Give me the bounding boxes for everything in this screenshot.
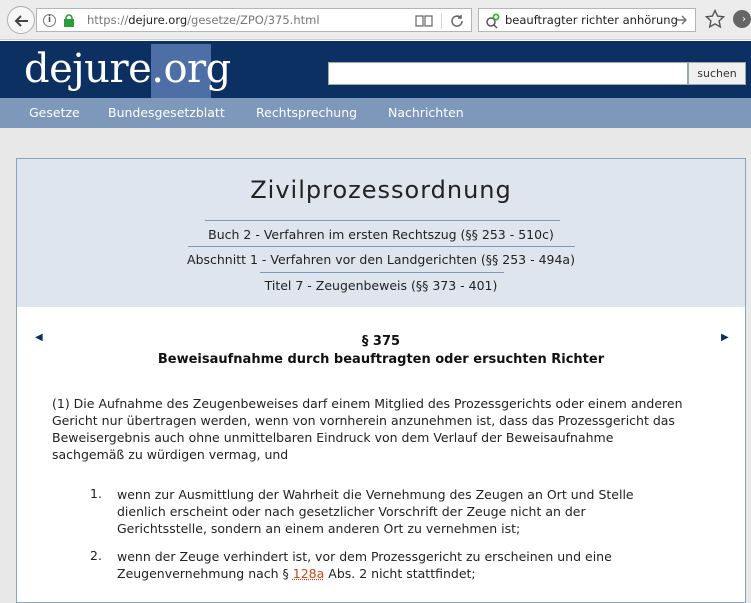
paragraph-line: sachgemäß zu würdigen vermag, und (52, 447, 289, 462)
url-separator (441, 13, 442, 29)
list-line: dienlich erscheint oder nach gesetzlicher Vorschrift der Zeuge nicht an der (117, 504, 586, 519)
breadcrumb-title[interactable]: Titel 7 - Zeugenbeweis (§§ 373 - 401) (264, 278, 498, 293)
browser-search-bar[interactable] (478, 8, 696, 32)
list-line-text: Zeugenvernehmung nach § (117, 566, 293, 581)
nav-item-nachrichten[interactable]: Nachrichten (388, 105, 464, 120)
browser-search-value[interactable]: beauftragter richter anhörung (505, 13, 678, 27)
main-nav (0, 98, 751, 128)
list-line (117, 565, 717, 582)
paragraph-heading: Beweisaufnahme durch beauftragten oder ersuchten Richter (157, 352, 605, 367)
list-number-2: 2. (90, 548, 102, 563)
divider (188, 246, 575, 247)
search-go-icon[interactable] (675, 13, 689, 27)
site-logo[interactable] (24, 44, 231, 97)
url-text: https://dejure.org/gesetze/ZPO/375.html (87, 13, 320, 27)
logo-text-right: org (163, 46, 231, 92)
list-number-1: 1. (90, 486, 102, 501)
nav-item-bundesgesetzblatt[interactable]: Bundesgesetzblatt (108, 105, 225, 120)
list-item-1 (117, 486, 717, 537)
divider (205, 220, 560, 221)
list-line: wenn zur Ausmittlung der Wahrheit die Vernehmung des Zeugen an Ort und Stelle (117, 487, 634, 502)
nav-item-rechtsprechung[interactable]: Rechtsprechung (256, 105, 358, 120)
address-bar[interactable] (36, 8, 472, 32)
paragraph-line: (1) Die Aufnahme des Zeugenbeweises darf einem Mitglied des Prozessgerichts oder einem anderen (52, 396, 683, 411)
paragraph-line: Beweisergebnis auch ohne unmittelbaren Eindruck von dem Verlauf der Beweisaufnahme (52, 430, 614, 445)
nav-item-gesetze[interactable]: Gesetze (29, 105, 80, 120)
previous-paragraph-icon[interactable]: ◀ (35, 332, 43, 343)
info-icon[interactable]: i (43, 14, 56, 27)
paragraph-number: § 375 (361, 334, 401, 349)
breadcrumb-section[interactable]: Abschnitt 1 - Verfahren vor den Landgerichten (§§ 253 - 494a) (187, 252, 575, 267)
law-header (17, 159, 745, 307)
breadcrumb-book[interactable]: Buch 2 - Verfahren im ersten Rechtszug (§§ 253 - 510c) (208, 227, 554, 242)
site-search-button[interactable]: suchen (688, 62, 746, 85)
law-title[interactable]: Zivilprozessordnung (250, 176, 512, 204)
reader-view-icon[interactable] (415, 14, 433, 28)
back-arrow-icon (14, 13, 30, 29)
site-header (0, 41, 751, 98)
list-line: Gerichtsstelle, sondern an einem anderen Ort zu vernehmen ist; (117, 521, 521, 536)
reload-icon[interactable] (449, 13, 465, 29)
paragraph-text-1 (52, 395, 727, 463)
divider (260, 272, 504, 273)
law-reference-link[interactable]: 128a (292, 566, 325, 581)
site-search-input[interactable] (328, 62, 688, 85)
list-line-text: Abs. 2 nicht stattfindet; (324, 566, 476, 581)
search-engine-icon[interactable] (485, 13, 501, 29)
back-button[interactable] (7, 6, 35, 34)
paragraph-line: Gericht nur übertragen werden, wenn von vornherein anzunehmen ist, dass das Prozessgericht das (52, 413, 675, 428)
menu-icon[interactable]: › (733, 10, 751, 28)
law-content-card (16, 158, 746, 603)
lock-icon (63, 14, 75, 27)
list-item-2 (117, 548, 717, 582)
next-paragraph-icon[interactable]: ▶ (721, 332, 729, 343)
list-line: wenn der Zeuge verhindert ist, vor dem Prozessgericht zu erscheinen und eine (117, 549, 612, 564)
logo-text-left: dejure. (24, 46, 164, 92)
browser-toolbar (0, 0, 751, 40)
bookmark-star-icon[interactable] (705, 9, 725, 29)
